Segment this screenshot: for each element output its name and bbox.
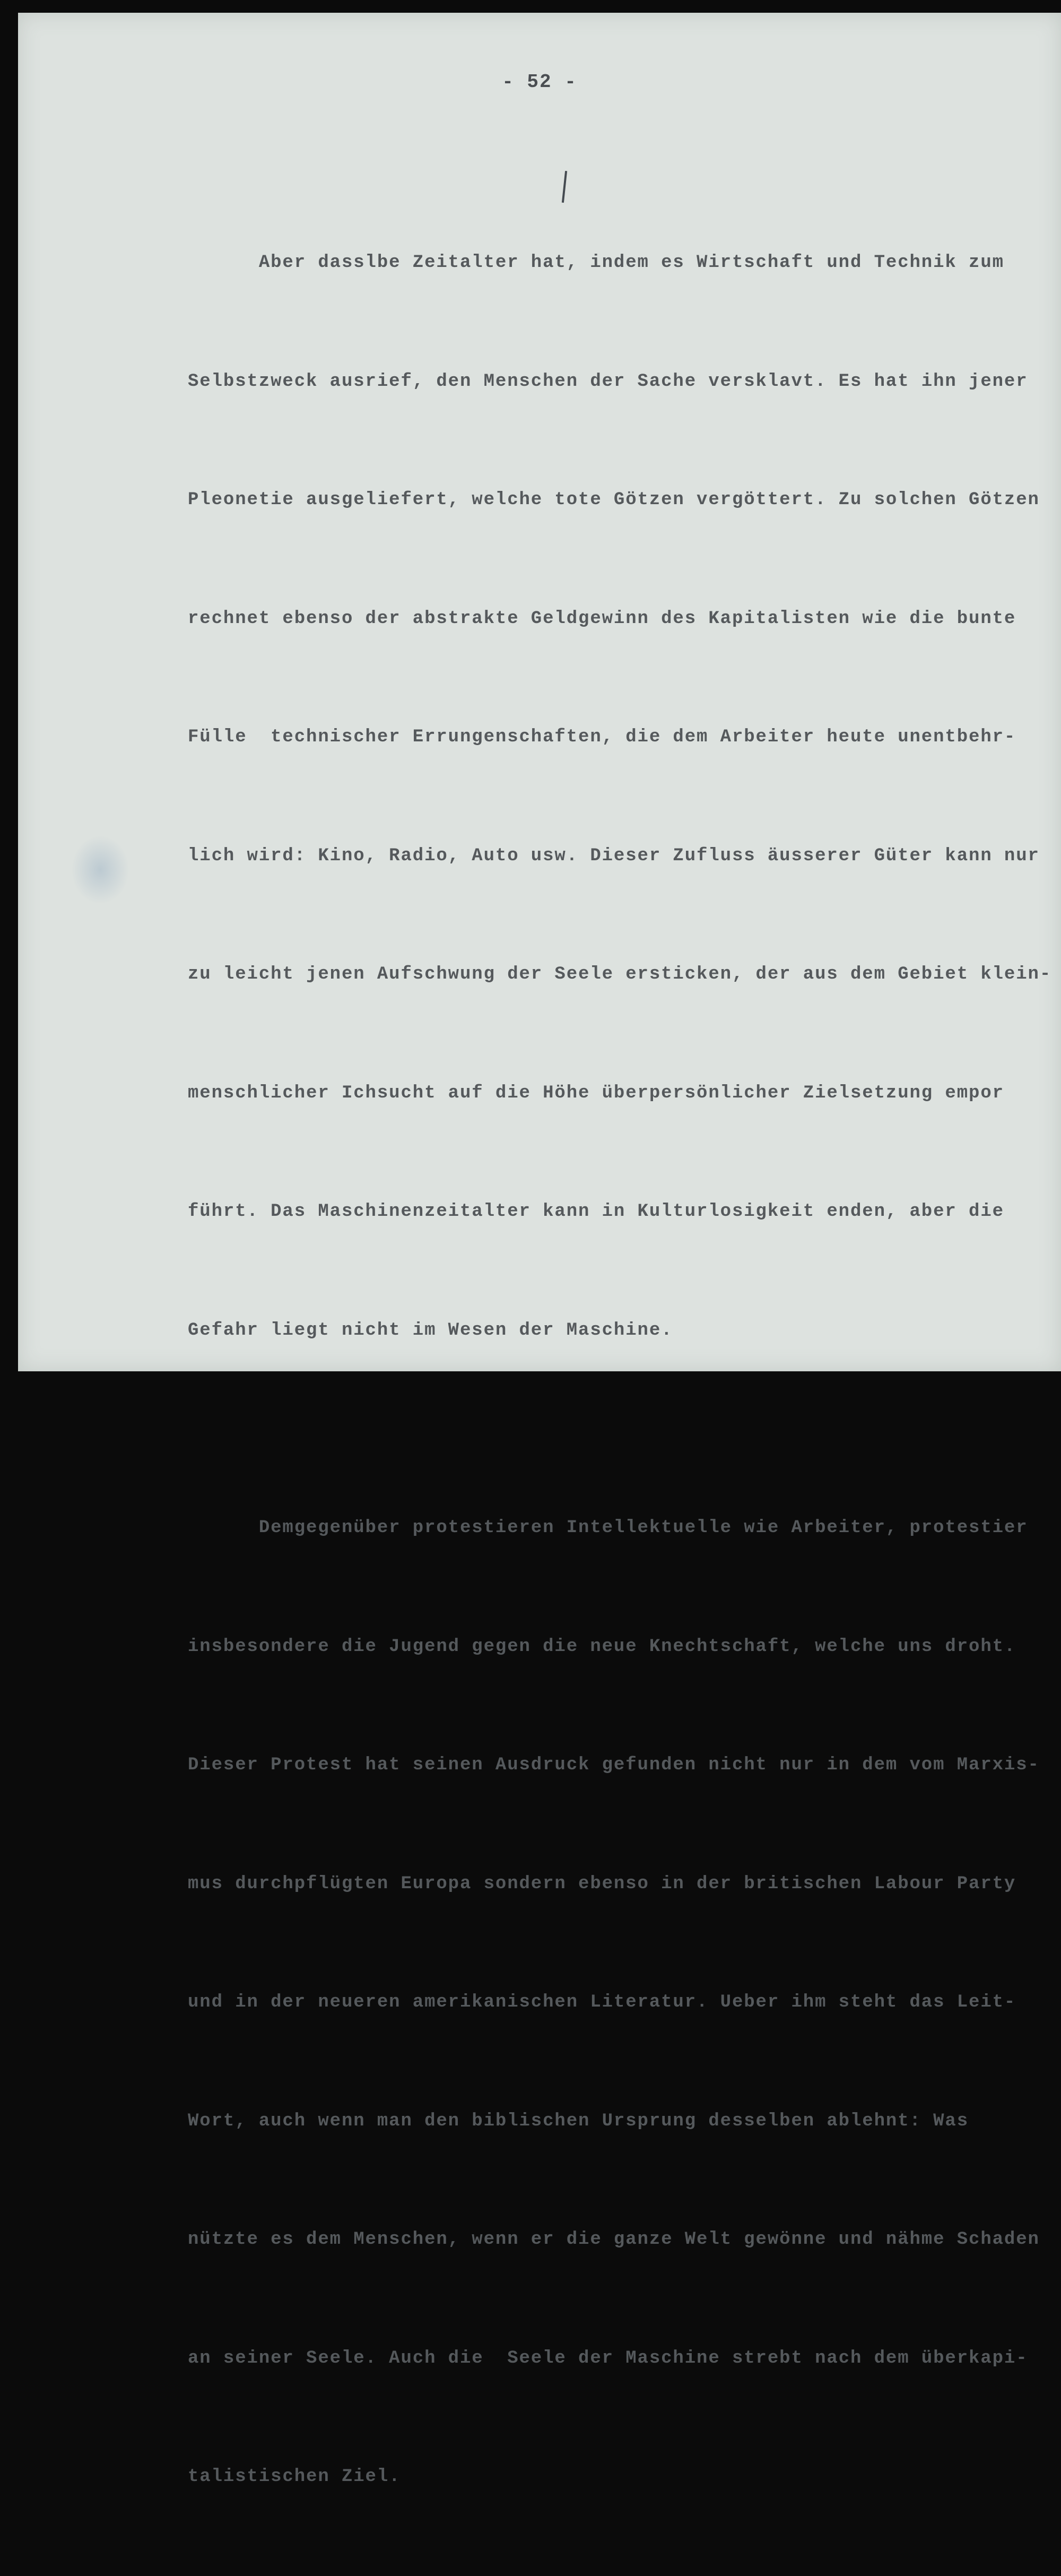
text-line: führt. Das Maschinenzeitalter kann in Kulturlosigkeit enden, aber die <box>188 1201 1004 1222</box>
body-text <box>188 164 1061 2576</box>
text-line: zu leicht jenen Aufschwung der Seele ersticken, der aus dem Gebiet klein- <box>188 964 1052 984</box>
text-line: Aber dasslbe Zeitalter hat, indem es Wirtschaft und Technik zum <box>188 253 1004 273</box>
document-page <box>18 13 1061 2487</box>
text-line: Dieser Protest hat seinen Ausdruck gefunden nicht nur in dem vom Marxis- <box>188 1755 1040 1775</box>
text-line: an seiner Seele. Auch die Seele der Maschine strebt nach dem überkapi- <box>188 2348 1028 2368</box>
text-line: mus durchpflügten Europa sondern ebenso in der britischen Labour Party <box>188 1873 1016 1894</box>
text-line: rechnet ebenso der abstrakte Geldgewinn des Kapitalisten wie die bunte <box>188 608 1016 629</box>
paragraph-1 <box>188 164 1061 1429</box>
text-line: Wort, auch wenn man den biblischen Ursprung desselben ablehnt: Was <box>188 2111 969 2131</box>
text-line: Demgegenüber protestieren Intellektuelle wie Arbeiter, protestier <box>188 1518 1028 1538</box>
ink-stain <box>71 835 129 904</box>
text-line: und in der neueren amerikanischen Literatur. Ueber ihm steht das Leit- <box>188 1992 1016 2012</box>
paragraph-2 <box>188 1429 1061 2576</box>
text-line: menschlicher Ichsucht auf die Höhe überpersönlicher Zielsetzung empor <box>188 1083 1004 1103</box>
text-line: nützte es dem Menschen, wenn er die ganze Welt gewönne und nähme Schaden <box>188 2229 1040 2250</box>
text-line: Pleonetie ausgeliefert, welche tote Götzen vergöttert. Zu solchen Götzen <box>188 490 1040 510</box>
text-line: insbesondere die Jugend gegen die neue Knechtschaft, welche uns droht. <box>188 1636 1016 1657</box>
text-line: Selbstzweck ausrief, den Menschen der Sache versklavt. Es hat ihn jener <box>188 371 1028 392</box>
text-line: Fülle technischer Errungenschaften, die dem Arbeiter heute unentbehr- <box>188 727 1016 747</box>
page-number: - 52 - <box>502 71 577 93</box>
text-line: Gefahr liegt nicht im Wesen der Maschine. <box>188 1320 673 1341</box>
text-line: lich wird: Kino, Radio, Auto usw. Dieser Zufluss äusserer Güter kann nur <box>188 845 1040 866</box>
text-line: talistischen Ziel. <box>188 2467 401 2487</box>
